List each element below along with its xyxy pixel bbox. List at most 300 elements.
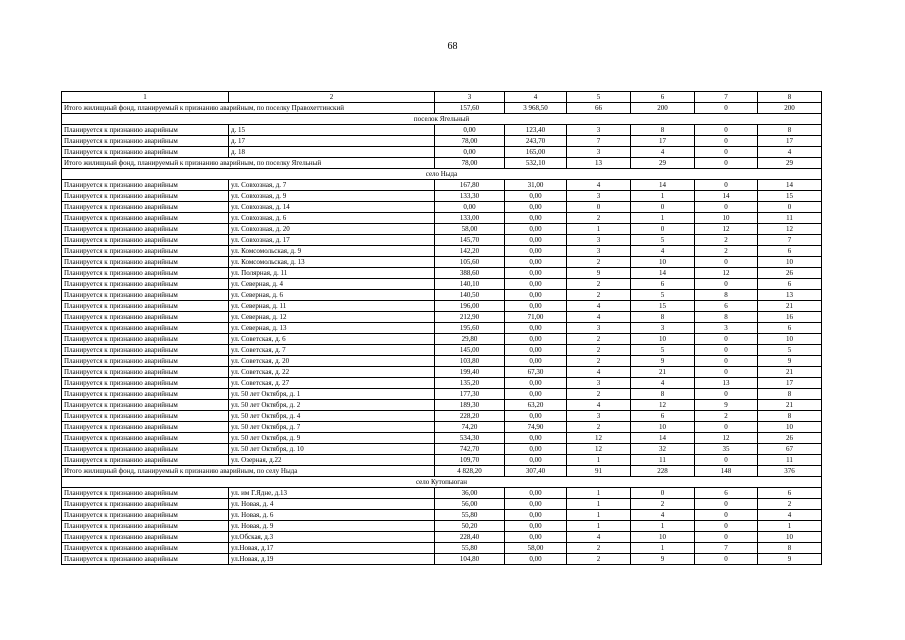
total-label: Итого жилищный фонд, планируемый к признанию аварийным, по селу Ныда — [62, 466, 435, 477]
value-cell: 2 — [567, 356, 631, 367]
value-cell: 13 — [695, 378, 758, 389]
header-row — [62, 92, 822, 103]
total-value-cell: 29 — [631, 158, 695, 169]
value-cell: 2 — [758, 499, 822, 510]
value-cell: 50,20 — [435, 521, 505, 532]
address-cell: ул. Озерная, д.22 — [229, 455, 435, 466]
table-row — [62, 224, 822, 235]
status-cell: Планируется к признанию аварийным — [62, 257, 229, 268]
address-cell: д. 18 — [229, 147, 435, 158]
value-cell: 0,00 — [505, 246, 567, 257]
value-cell: 32 — [631, 444, 695, 455]
value-cell: 0 — [695, 334, 758, 345]
value-cell: 4 — [567, 301, 631, 312]
table-row — [62, 521, 822, 532]
value-cell: 135,20 — [435, 378, 505, 389]
value-cell: 3 — [695, 323, 758, 334]
value-cell: 0,00 — [505, 323, 567, 334]
value-cell: 2 — [567, 279, 631, 290]
value-cell: 10 — [758, 334, 822, 345]
value-cell: 0 — [695, 554, 758, 565]
value-cell: 0,00 — [505, 334, 567, 345]
value-cell: 0,00 — [505, 378, 567, 389]
value-cell: 0,00 — [435, 147, 505, 158]
value-cell: 58,00 — [505, 543, 567, 554]
address-cell: ул. Северная, д. 13 — [229, 323, 435, 334]
value-cell: 12 — [567, 444, 631, 455]
address-cell: ул. Совхозная, д. 14 — [229, 202, 435, 213]
value-cell: 8 — [695, 312, 758, 323]
value-cell: 55,80 — [435, 510, 505, 521]
value-cell: 0 — [695, 345, 758, 356]
value-cell: 0 — [695, 279, 758, 290]
value-cell: 10 — [631, 257, 695, 268]
status-cell: Планируется к признанию аварийным — [62, 213, 229, 224]
value-cell: 6 — [631, 411, 695, 422]
value-cell: 0,00 — [435, 202, 505, 213]
header-cell: 4 — [505, 92, 567, 103]
total-label: Итого жилищный фонд, планируемый к признанию аварийным, по поселку Ягельный — [62, 158, 435, 169]
table-row — [62, 345, 822, 356]
value-cell: 2 — [695, 411, 758, 422]
status-cell: Планируется к признанию аварийным — [62, 125, 229, 136]
value-cell: 4 — [758, 147, 822, 158]
total-value-cell: 376 — [758, 466, 822, 477]
total-value-cell: 4 828,20 — [435, 466, 505, 477]
value-cell: 0 — [695, 180, 758, 191]
value-cell: 199,40 — [435, 367, 505, 378]
address-cell: д. 15 — [229, 125, 435, 136]
value-cell: 4 — [631, 510, 695, 521]
value-cell: 5 — [631, 290, 695, 301]
value-cell: 0,00 — [505, 290, 567, 301]
value-cell: 2 — [567, 389, 631, 400]
value-cell: 3 — [567, 191, 631, 202]
value-cell: 11 — [631, 455, 695, 466]
status-cell: Планируется к признанию аварийным — [62, 147, 229, 158]
value-cell: 26 — [758, 268, 822, 279]
total-value-cell: 200 — [758, 103, 822, 114]
value-cell: 9 — [567, 268, 631, 279]
table-row — [62, 290, 822, 301]
table-row — [62, 202, 822, 213]
value-cell: 4 — [567, 400, 631, 411]
value-cell: 56,00 — [435, 499, 505, 510]
value-cell: 15 — [758, 191, 822, 202]
value-cell: 10 — [631, 422, 695, 433]
address-cell: ул. 50 лет Октября, д. 4 — [229, 411, 435, 422]
address-cell: ул. 50 лет Октября, д. 10 — [229, 444, 435, 455]
section-title: поселок Ягельный — [62, 114, 822, 125]
value-cell: 31,00 — [505, 180, 567, 191]
value-cell: 11 — [758, 213, 822, 224]
value-cell: 388,60 — [435, 268, 505, 279]
value-cell: 8 — [631, 389, 695, 400]
address-cell: д. 17 — [229, 136, 435, 147]
table-row — [62, 532, 822, 543]
value-cell: 12 — [695, 433, 758, 444]
value-cell: 9 — [631, 356, 695, 367]
table-row — [62, 147, 822, 158]
status-cell: Планируется к признанию аварийным — [62, 235, 229, 246]
table-row — [62, 235, 822, 246]
value-cell: 14 — [631, 180, 695, 191]
table-body — [62, 103, 822, 565]
total-row — [62, 466, 822, 477]
value-cell: 103,80 — [435, 356, 505, 367]
table-row — [62, 312, 822, 323]
value-cell: 0,00 — [505, 444, 567, 455]
address-cell: ул.Новая, д.19 — [229, 554, 435, 565]
status-cell: Планируется к признанию аварийным — [62, 356, 229, 367]
value-cell: 7 — [758, 235, 822, 246]
total-value-cell: 307,40 — [505, 466, 567, 477]
value-cell: 0 — [695, 389, 758, 400]
status-cell: Планируется к признанию аварийным — [62, 422, 229, 433]
value-cell: 0 — [695, 367, 758, 378]
status-cell: Планируется к признанию аварийным — [62, 367, 229, 378]
value-cell: 12 — [695, 224, 758, 235]
address-cell: ул. 50 лет Октября, д. 2 — [229, 400, 435, 411]
status-cell: Планируется к признанию аварийным — [62, 268, 229, 279]
value-cell: 12 — [758, 224, 822, 235]
address-cell: ул. Северная, д. 6 — [229, 290, 435, 301]
value-cell: 2 — [695, 235, 758, 246]
total-value-cell: 0 — [695, 103, 758, 114]
value-cell: 0,00 — [505, 488, 567, 499]
housing-table — [61, 91, 822, 565]
value-cell: 6 — [758, 246, 822, 257]
value-cell: 2 — [567, 345, 631, 356]
status-cell: Планируется к признанию аварийным — [62, 455, 229, 466]
value-cell: 243,70 — [505, 136, 567, 147]
status-cell: Планируется к признанию аварийным — [62, 488, 229, 499]
value-cell: 140,50 — [435, 290, 505, 301]
value-cell: 167,80 — [435, 180, 505, 191]
value-cell: 1 — [567, 499, 631, 510]
header-cell: 1 — [62, 92, 229, 103]
address-cell: ул. Советская, д. 22 — [229, 367, 435, 378]
value-cell: 145,70 — [435, 235, 505, 246]
value-cell: 8 — [758, 389, 822, 400]
value-cell: 17 — [758, 136, 822, 147]
value-cell: 67 — [758, 444, 822, 455]
address-cell: ул.Новая, д.17 — [229, 543, 435, 554]
value-cell: 142,20 — [435, 246, 505, 257]
table-row — [62, 455, 822, 466]
value-cell: 1 — [631, 521, 695, 532]
value-cell: 742,70 — [435, 444, 505, 455]
value-cell: 36,00 — [435, 488, 505, 499]
value-cell: 26 — [758, 433, 822, 444]
value-cell: 2 — [567, 290, 631, 301]
value-cell: 0 — [695, 125, 758, 136]
status-cell: Планируется к признанию аварийным — [62, 389, 229, 400]
value-cell: 0 — [695, 510, 758, 521]
table-row — [62, 334, 822, 345]
value-cell: 9 — [695, 400, 758, 411]
status-cell: Планируется к признанию аварийным — [62, 499, 229, 510]
value-cell: 8 — [758, 125, 822, 136]
value-cell: 0,00 — [505, 345, 567, 356]
value-cell: 133,30 — [435, 191, 505, 202]
value-cell: 10 — [631, 532, 695, 543]
value-cell: 0,00 — [505, 455, 567, 466]
value-cell: 21 — [758, 367, 822, 378]
value-cell: 123,40 — [505, 125, 567, 136]
value-cell: 2 — [567, 334, 631, 345]
value-cell: 14 — [695, 191, 758, 202]
value-cell: 78,00 — [435, 136, 505, 147]
value-cell: 21 — [631, 367, 695, 378]
table-row — [62, 433, 822, 444]
value-cell: 0,00 — [505, 268, 567, 279]
value-cell: 0 — [695, 521, 758, 532]
address-cell: ул.Обская, д.3 — [229, 532, 435, 543]
status-cell: Планируется к признанию аварийным — [62, 312, 229, 323]
value-cell: 0 — [695, 422, 758, 433]
value-cell: 534,30 — [435, 433, 505, 444]
table-row — [62, 180, 822, 191]
value-cell: 0,00 — [505, 356, 567, 367]
value-cell: 2 — [567, 422, 631, 433]
value-cell: 0,00 — [505, 532, 567, 543]
total-value-cell: 29 — [758, 158, 822, 169]
total-value-cell: 532,10 — [505, 158, 567, 169]
value-cell: 104,80 — [435, 554, 505, 565]
value-cell: 0 — [695, 147, 758, 158]
table-row — [62, 125, 822, 136]
address-cell: ул. Новая, д. 6 — [229, 510, 435, 521]
value-cell: 0,00 — [505, 510, 567, 521]
total-value-cell: 66 — [567, 103, 631, 114]
value-cell: 3 — [567, 411, 631, 422]
section-row — [62, 114, 822, 125]
value-cell: 9 — [758, 356, 822, 367]
value-cell: 6 — [695, 488, 758, 499]
table-row — [62, 488, 822, 499]
value-cell: 2 — [567, 257, 631, 268]
address-cell: ул. Совхозная, д. 9 — [229, 191, 435, 202]
value-cell: 133,00 — [435, 213, 505, 224]
value-cell: 74,20 — [435, 422, 505, 433]
value-cell: 9 — [631, 554, 695, 565]
table-row — [62, 400, 822, 411]
table-row — [62, 422, 822, 433]
address-cell: ул. Советская, д. 7 — [229, 345, 435, 356]
status-cell: Планируется к признанию аварийным — [62, 411, 229, 422]
address-cell: ул. Северная, д. 12 — [229, 312, 435, 323]
address-cell: ул. 50 лет Октября, д. 7 — [229, 422, 435, 433]
value-cell: 4 — [758, 510, 822, 521]
status-cell: Планируется к признанию аварийным — [62, 136, 229, 147]
table-row — [62, 213, 822, 224]
value-cell: 67,30 — [505, 367, 567, 378]
value-cell: 145,00 — [435, 345, 505, 356]
section-row — [62, 169, 822, 180]
value-cell: 1 — [631, 213, 695, 224]
value-cell: 15 — [631, 301, 695, 312]
value-cell: 4 — [567, 532, 631, 543]
value-cell: 4 — [631, 246, 695, 257]
value-cell: 0,00 — [505, 191, 567, 202]
table-row — [62, 323, 822, 334]
value-cell: 7 — [695, 543, 758, 554]
value-cell: 3 — [631, 323, 695, 334]
address-cell: ул. Новая, д. 4 — [229, 499, 435, 510]
table-row — [62, 268, 822, 279]
value-cell: 2 — [695, 246, 758, 257]
value-cell: 0,00 — [435, 125, 505, 136]
status-cell: Планируется к признанию аварийным — [62, 323, 229, 334]
section-title: село Ныда — [62, 169, 822, 180]
value-cell: 12 — [631, 400, 695, 411]
value-cell: 189,30 — [435, 400, 505, 411]
status-cell: Планируется к признанию аварийным — [62, 345, 229, 356]
table-row — [62, 356, 822, 367]
value-cell: 3 — [567, 147, 631, 158]
table-row — [62, 499, 822, 510]
value-cell: 6 — [695, 301, 758, 312]
value-cell: 0,00 — [505, 257, 567, 268]
value-cell: 17 — [631, 136, 695, 147]
table-row — [62, 246, 822, 257]
header-cell: 3 — [435, 92, 505, 103]
value-cell: 0 — [695, 455, 758, 466]
value-cell: 4 — [631, 378, 695, 389]
value-cell: 0 — [695, 532, 758, 543]
header-cell: 2 — [229, 92, 435, 103]
value-cell: 3 — [567, 378, 631, 389]
value-cell: 1 — [631, 543, 695, 554]
status-cell: Планируется к признанию аварийным — [62, 301, 229, 312]
value-cell: 1 — [567, 224, 631, 235]
status-cell: Планируется к признанию аварийным — [62, 290, 229, 301]
value-cell: 0,00 — [505, 301, 567, 312]
header-cell: 7 — [695, 92, 758, 103]
value-cell: 0 — [695, 136, 758, 147]
value-cell: 0,00 — [505, 554, 567, 565]
status-cell: Планируется к признанию аварийным — [62, 400, 229, 411]
value-cell: 0,00 — [505, 202, 567, 213]
value-cell: 6 — [758, 488, 822, 499]
value-cell: 2 — [567, 543, 631, 554]
value-cell: 212,90 — [435, 312, 505, 323]
value-cell: 74,90 — [505, 422, 567, 433]
value-cell: 10 — [758, 532, 822, 543]
value-cell: 0,00 — [505, 411, 567, 422]
value-cell: 2 — [631, 499, 695, 510]
value-cell: 8 — [758, 543, 822, 554]
table-row — [62, 510, 822, 521]
value-cell: 14 — [758, 180, 822, 191]
status-cell: Планируется к признанию аварийным — [62, 191, 229, 202]
status-cell: Планируется к признанию аварийным — [62, 554, 229, 565]
value-cell: 0,00 — [505, 279, 567, 290]
value-cell: 0,00 — [505, 521, 567, 532]
value-cell: 21 — [758, 400, 822, 411]
address-cell: ул. Советская, д. 6 — [229, 334, 435, 345]
address-cell: ул. Полярная, д. 11 — [229, 268, 435, 279]
value-cell: 10 — [758, 422, 822, 433]
table-row — [62, 543, 822, 554]
value-cell: 2 — [567, 213, 631, 224]
value-cell: 1 — [631, 191, 695, 202]
value-cell: 17 — [758, 378, 822, 389]
value-cell: 16 — [758, 312, 822, 323]
table-row — [62, 411, 822, 422]
value-cell: 228,20 — [435, 411, 505, 422]
value-cell: 58,00 — [435, 224, 505, 235]
value-cell: 195,60 — [435, 323, 505, 334]
value-cell: 3 — [567, 323, 631, 334]
total-value-cell: 228 — [631, 466, 695, 477]
table-row — [62, 257, 822, 268]
status-cell: Планируется к признанию аварийным — [62, 202, 229, 213]
status-cell: Планируется к признанию аварийным — [62, 334, 229, 345]
value-cell: 0 — [695, 202, 758, 213]
address-cell: ул. 50 лет Октября, д. 9 — [229, 433, 435, 444]
value-cell: 8 — [631, 125, 695, 136]
status-cell: Планируется к признанию аварийным — [62, 246, 229, 257]
value-cell: 3 — [567, 246, 631, 257]
total-row — [62, 103, 822, 114]
status-cell: Планируется к признанию аварийным — [62, 378, 229, 389]
value-cell: 0 — [631, 202, 695, 213]
total-value-cell: 157,60 — [435, 103, 505, 114]
value-cell: 0,00 — [505, 213, 567, 224]
table-row — [62, 378, 822, 389]
table-row — [62, 191, 822, 202]
address-cell: ул. Советская, д. 20 — [229, 356, 435, 367]
table-row — [62, 389, 822, 400]
value-cell: 0 — [567, 202, 631, 213]
value-cell: 5 — [631, 345, 695, 356]
value-cell: 0 — [695, 499, 758, 510]
value-cell: 4 — [567, 312, 631, 323]
status-cell: Планируется к признанию аварийным — [62, 521, 229, 532]
value-cell: 11 — [758, 455, 822, 466]
total-value-cell: 13 — [567, 158, 631, 169]
status-cell: Планируется к признанию аварийным — [62, 180, 229, 191]
value-cell: 0 — [631, 488, 695, 499]
total-value-cell: 3 968,50 — [505, 103, 567, 114]
value-cell: 1 — [567, 455, 631, 466]
value-cell: 0 — [758, 202, 822, 213]
table-row — [62, 279, 822, 290]
value-cell: 1 — [567, 488, 631, 499]
value-cell: 0 — [631, 224, 695, 235]
address-cell: ул. Совхозная, д. 20 — [229, 224, 435, 235]
status-cell: Планируется к признанию аварийным — [62, 433, 229, 444]
value-cell: 63,20 — [505, 400, 567, 411]
value-cell: 1 — [758, 521, 822, 532]
address-cell: ул. им Г.Ядне, д.13 — [229, 488, 435, 499]
value-cell: 9 — [758, 554, 822, 565]
value-cell: 10 — [758, 257, 822, 268]
value-cell: 3 — [567, 235, 631, 246]
section-title: село Кутопьюган — [62, 477, 822, 488]
value-cell: 1 — [567, 510, 631, 521]
value-cell: 6 — [758, 323, 822, 334]
value-cell: 1 — [567, 521, 631, 532]
value-cell: 0 — [695, 356, 758, 367]
section-row — [62, 477, 822, 488]
value-cell: 165,00 — [505, 147, 567, 158]
value-cell: 10 — [695, 213, 758, 224]
value-cell: 12 — [567, 433, 631, 444]
value-cell: 71,00 — [505, 312, 567, 323]
